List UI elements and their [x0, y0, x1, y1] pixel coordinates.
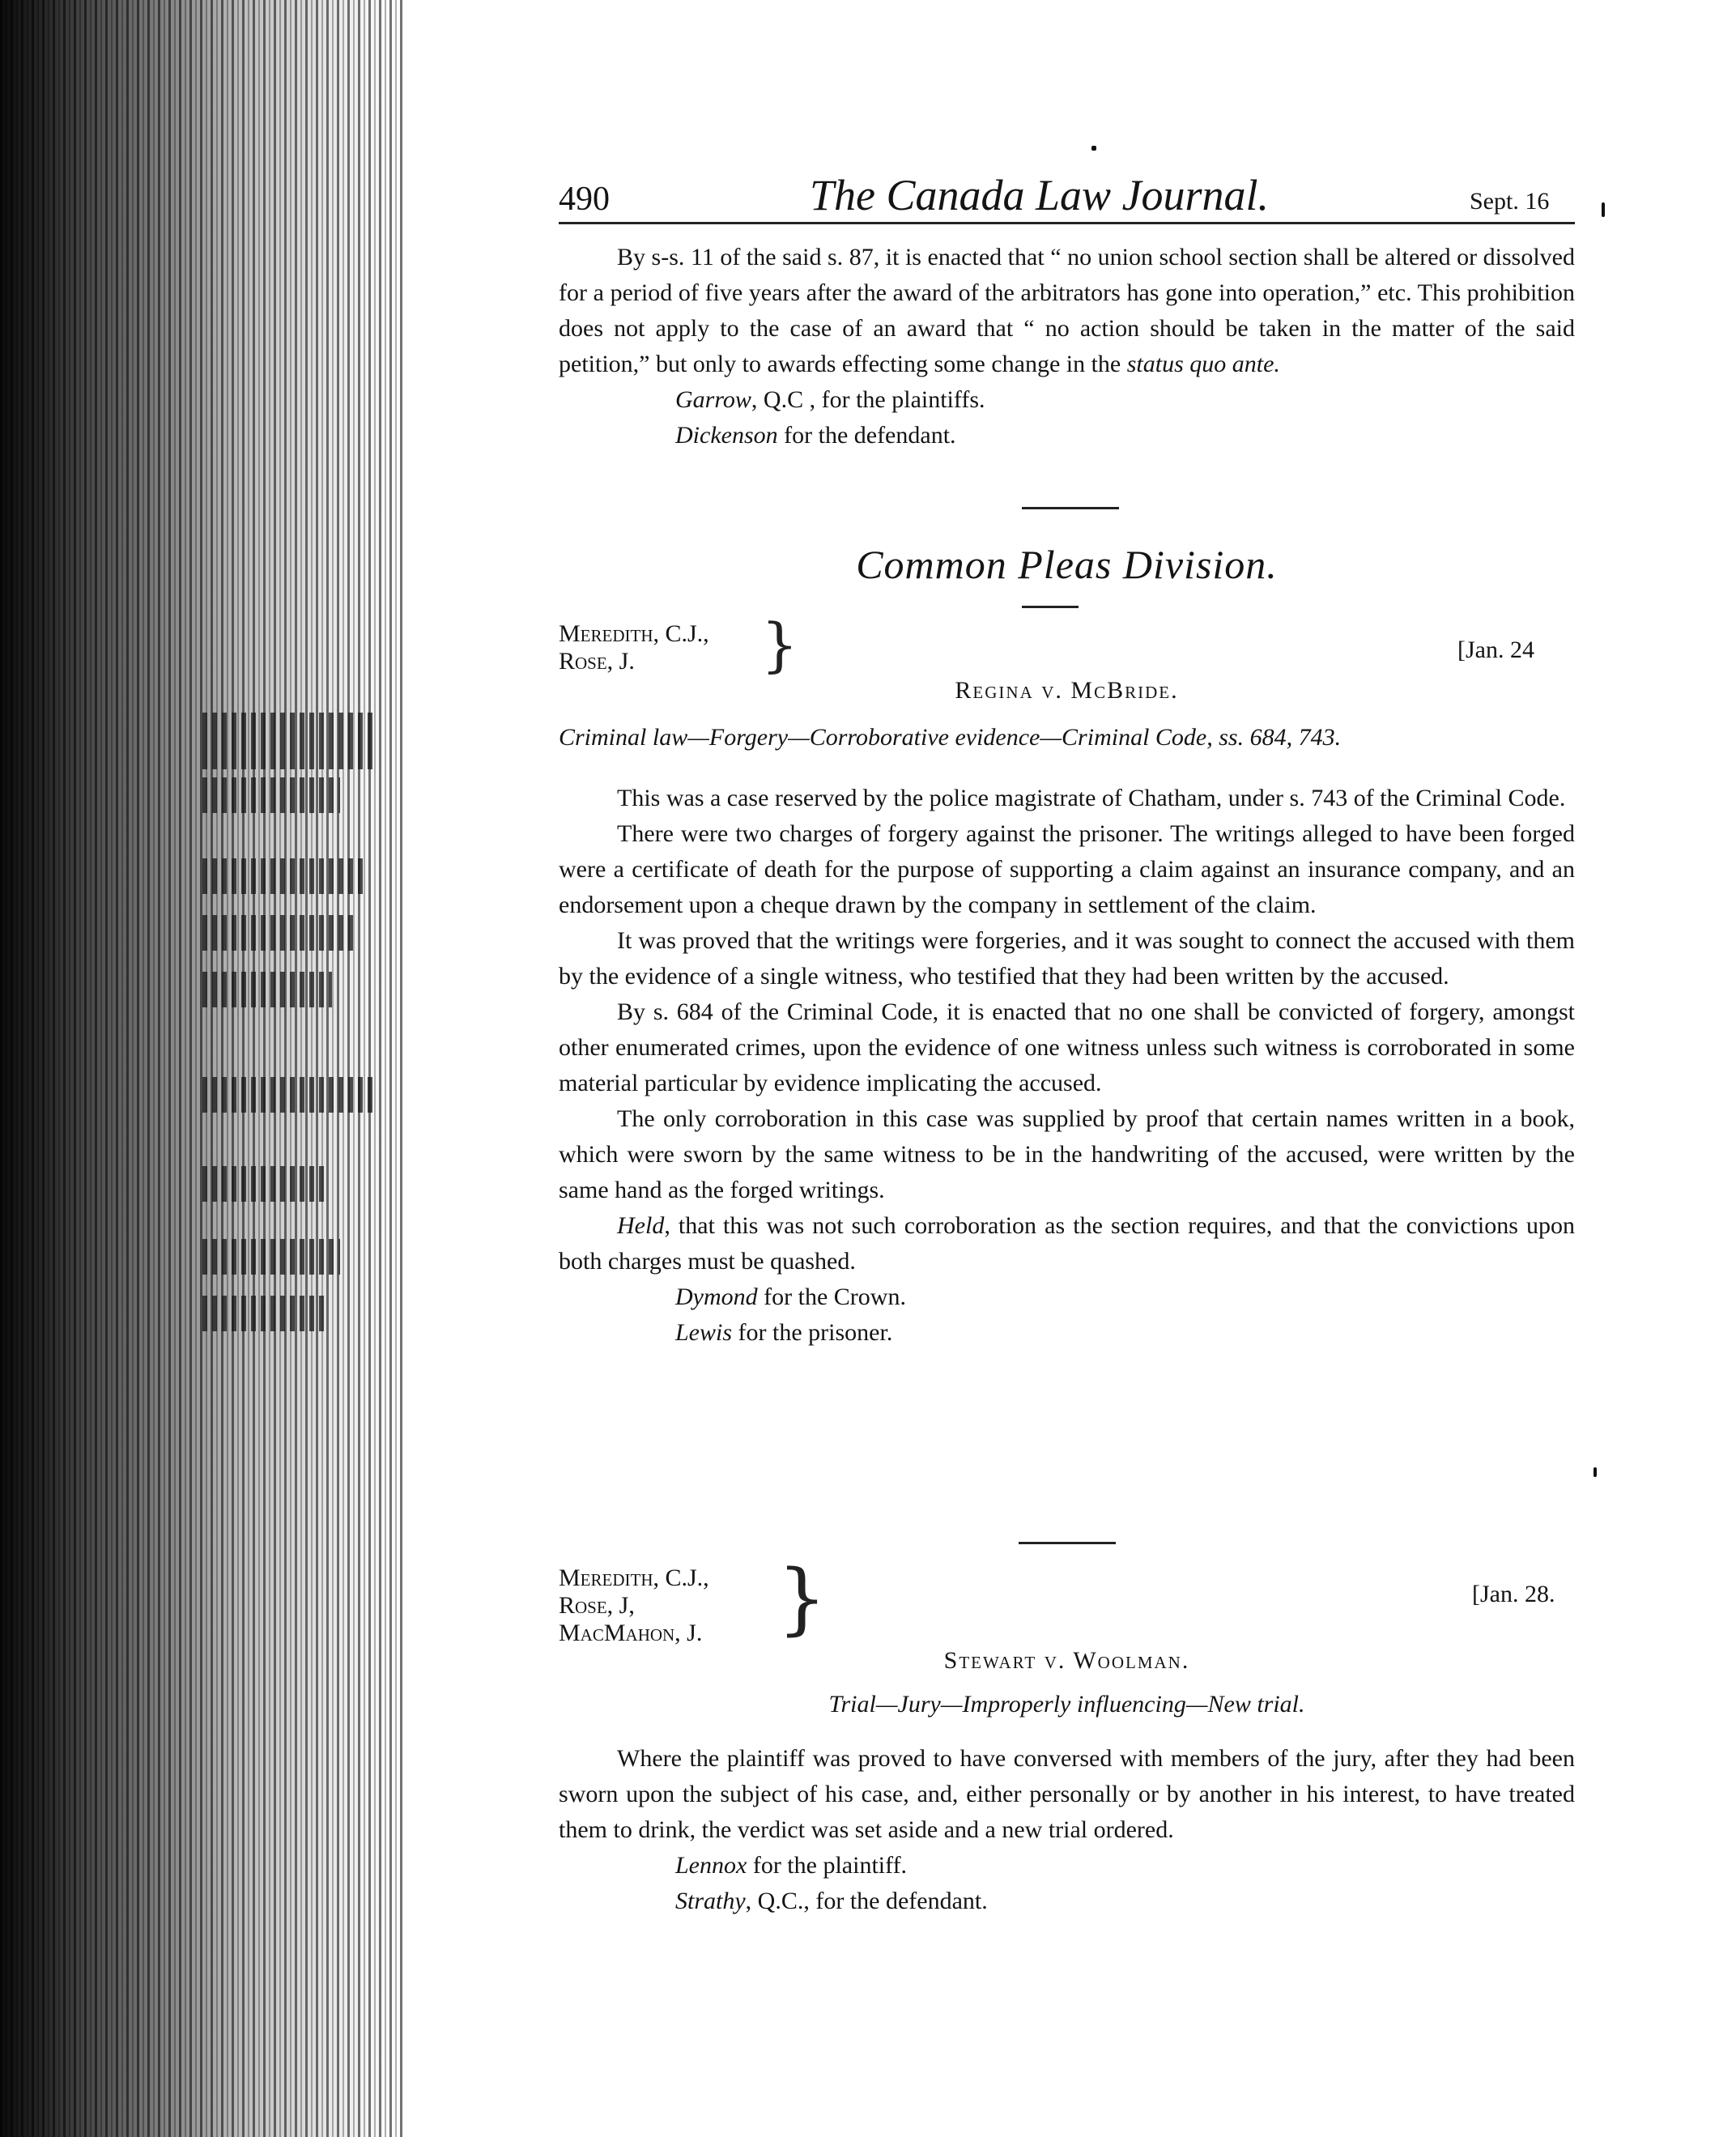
section-divider: [1019, 1542, 1116, 1544]
ink-bleed-mark: [202, 1166, 324, 1202]
counsel-line: Lennox for the plaintiff.: [675, 1852, 908, 1879]
print-speck: [1593, 1467, 1597, 1477]
case2-title: Stewart v. Woolman.: [943, 1647, 1190, 1674]
judges-brace: }: [761, 611, 798, 679]
counsel-line: Dickenson for the defendant.: [675, 422, 956, 449]
print-speck: [1091, 146, 1096, 151]
ink-bleed-mark: [202, 972, 332, 1007]
case2-body: [559, 1741, 1575, 1919]
ink-bleed-mark: [202, 713, 372, 769]
case1-paragraph: The only corroboration in this case was supplied by proof that certain names written in a book, which were sworn by the same witness to be in the handwriting of the accused, were written by the same hand as the forged writings.: [559, 1105, 1575, 1203]
ink-bleed-mark: [202, 1077, 372, 1113]
case1-title: Regina v. McBride.: [955, 677, 1179, 704]
case2-paragraph: Where the plaintiff was proved to have conversed with members of the jury, after they had been sworn upon the subject of his case, and, either personally or by another in his interest, to have treated them to drink, the verdict was set aside and a new trial ordered.: [559, 1745, 1575, 1843]
case1-paragraph: It was proved that the writings were forgeries, and it was sought to connect the accused with them by the evidence of a single witness, who testified that they had been written by the accused.: [559, 927, 1575, 990]
case1-paragraph: There were two charges of forgery against the prisoner. The writings alleged to have been forged were a certificate of death for the purpose of supporting a claim against an insurance company, and an endorsement upon a cheque drawn by the company in settlement of the claim.: [559, 820, 1575, 918]
page-number: 490: [559, 181, 610, 218]
case1-held: Held, that this was not such corroboration as the section requires, and that the convictions upon both charges must be quashed.: [559, 1212, 1575, 1275]
journal-page: [405, 0, 1736, 2137]
case2-headnote: Trial—Jury—Improperly influencing—New trial.: [828, 1691, 1305, 1718]
header-rule: [559, 222, 1575, 224]
ink-bleed-mark: [202, 858, 364, 894]
intro-section: [559, 240, 1575, 453]
ink-bleed-mark: [202, 1296, 324, 1331]
case1-paragraph: This was a case reserved by the police magistrate of Chatham, under s. 743 of the Criminal Code.: [617, 785, 1566, 811]
ink-bleed-mark: [202, 777, 340, 813]
case1-date: [Jan. 24: [1457, 636, 1534, 663]
section-divider: [1022, 507, 1119, 509]
judges-brace: }: [777, 1553, 828, 1644]
book-spine-edge: [0, 0, 405, 2137]
case1-headnote: Criminal law—Forgery—Corroborative evidence—Criminal Code, ss. 684, 743.: [559, 724, 1342, 751]
counsel-line: Dymond for the Crown.: [675, 1283, 906, 1310]
section-divider: [1022, 606, 1079, 608]
case1-judges: Meredith, C.J., Rose, J.: [559, 620, 709, 675]
counsel-line: Lewis for the prisoner.: [675, 1319, 893, 1346]
ink-bleed-mark: [202, 915, 356, 951]
counsel-line: Garrow, Q.C , for the plaintiffs.: [675, 386, 985, 413]
division-title: Common Pleas Division.: [856, 542, 1278, 587]
journal-title: The Canada Law Journal.: [810, 171, 1270, 219]
header-date: Sept. 16: [1470, 188, 1550, 215]
case2-judges: Meredith, C.J., Rose, J, MacMahon, J.: [559, 1564, 709, 1646]
intro-italic-phrase: status quo ante.: [1126, 351, 1280, 377]
counsel-line: Strathy, Q.C., for the defendant.: [675, 1888, 988, 1914]
intro-paragraph: By s-s. 11 of the said s. 87, it is enacted that “ no union school section shall be altered or dissolved for a period of five years after the award of the arbitrators has gone into operation,” etc. This prohibition does not apply to the case of an award that “ no action should be taken in the matter of the said petition,” but only to awards effecting some change in the status quo ante.: [559, 244, 1575, 377]
ink-bleed-mark: [202, 1239, 340, 1275]
print-speck: [1602, 202, 1605, 217]
case1-paragraph: By s. 684 of the Criminal Code, it is enacted that no one shall be convicted of forgery, amongst other enumerated crimes, upon the evidence of one witness unless such witness is corroborated in some material particular by evidence implicating the accused.: [559, 998, 1575, 1096]
case1-body: [559, 781, 1575, 1351]
case2-date: [Jan. 28.: [1472, 1581, 1555, 1607]
